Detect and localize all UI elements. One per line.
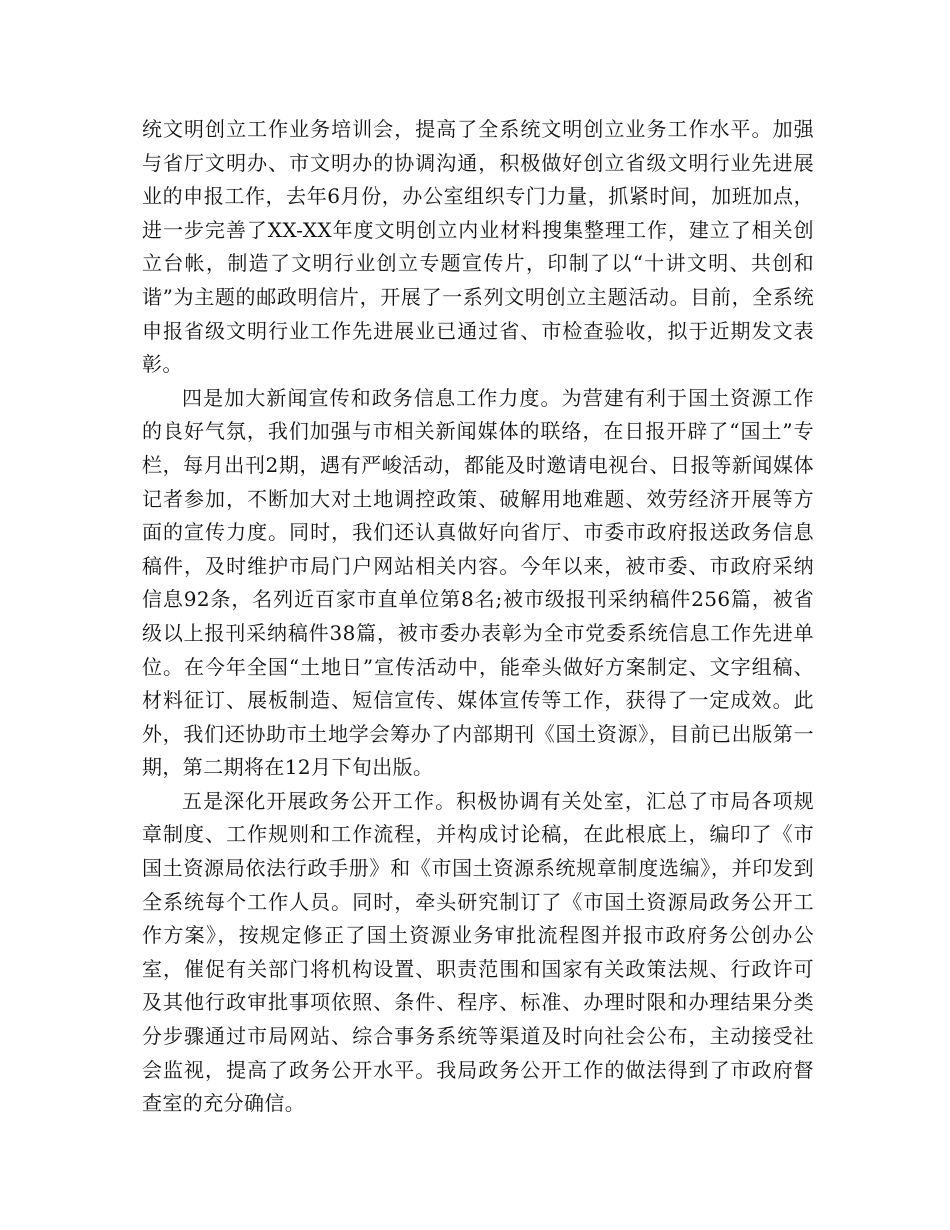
paragraph-government-affairs-openness: 五是深化开展政务公开工作。积极协调有关处室，汇总了市局各项规章制度、工作规则和工作流程，并构成讨论稿，在此根底上，编印了《市国土资源局依法行政手册》和《市国土资源系统规章制度选编》，并印发到全系统每个工作人员。同时，牵头研究制订了《市国土资源局政务公开工作方案》，按规定修正了国土资源业务审批流程图并报市政府务公创办公室，催促有关部门将机构设置、职责范围和国家有关政策法规、行政许可及其他行政审批事项依照、条件、程序、标准、办理时限和办理结果分类分步骤通过市局网站、综合事务系统等渠道及时向社会公布，主动接受社会监视，提高了政务公开水平。我局政务公开工作的做法得到了市政府督查室的充分确信。 [142,788,814,1116]
paragraph-continued: 统文明创立工作业务培训会，提高了全系统文明创立业务工作水平。加强与省厅文明办、市文明办的协调沟通，积极做好创立省级文明行业先进展业的申报工作，去年6月份，办公室组织专门力量，抓紧时间，加班加点，进一步完善了XX-XX年度文明创立内业材料搜集整理工作，建立了相关创立台帐，制造了文明行业创立专题宣传片，印制了以“十讲文明、共创和谐”为主题的邮政明信片，开展了一系列文明创立主题活动。目前，全系统申报省级文明行业工作先进展业已通过省、市检查验收，拟于近期发文表彰。 [142,117,814,377]
paragraph-news-publicity: 四是加大新闻宣传和政务信息工作力度。为营建有利于国土资源工作的良好气氛，我们加强与市相关新闻媒体的联络，在日报开辟了“国土”专栏，每月出刊2期，遇有严峻活动，都能及时邀请电视台、日报等新闻媒体记者参加，不断加大对土地调控政策、破解用地难题、效劳经济开展等方面的宣传力度。同时，我们还认真做好向省厅、市委市政府报送政务信息稿件，及时维护市局门户网站相关内容。今年以来，被市委、市政府采纳信息92条，名列近百家市直单位第8名;被市级报刊采纳稿件256篇，被省级以上报刊采纳稿件38篇，被市委办表彰为全市党委系统信息工作先进单位。在今年全国“土地日”宣传活动中，能牵头做好方案制定、文字组稿、材料征订、展板制造、短信宣传、媒体宣传等工作，获得了一定成效。此外，我们还协助市土地学会筹办了内部期刊《国土资源》，目前已出版第一期，第二期将在12月下旬出版。 [142,385,814,780]
document-body [142,113,814,1121]
